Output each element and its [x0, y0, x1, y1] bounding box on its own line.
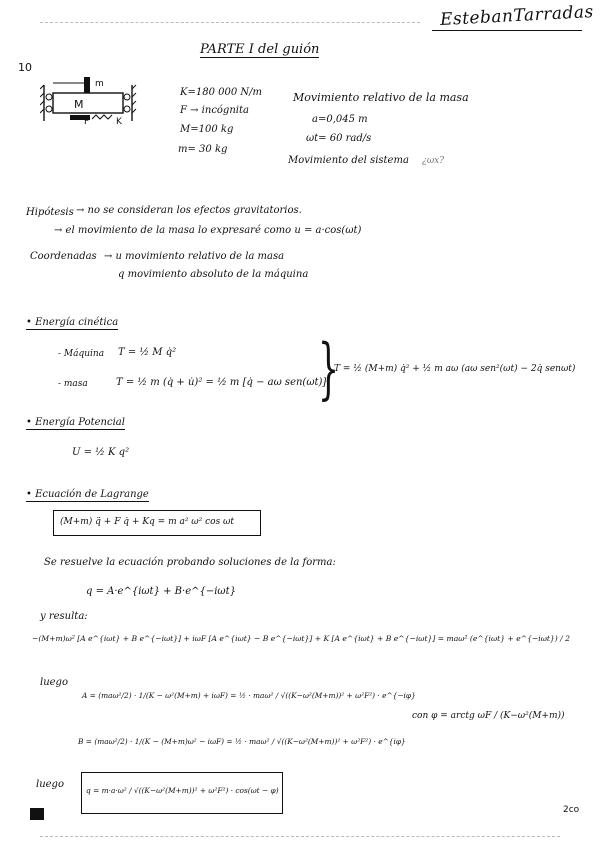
- phase-eq: con φ = arctg ωF / (K−ω²(M+m)): [412, 711, 565, 721]
- amplitude-A-eq: A = (maω²/2) · 1/(K − ω²(M+m) + iωF) = ½ · maω² / √((K−ω²(M+m))² + ω²F²) · e^{−iφ}: [82, 691, 416, 700]
- author-signature: EstebanTarradas: [439, 1, 595, 31]
- left-wall: [40, 85, 44, 121]
- solve-text: Se resuelve la ecuación probando soluciones de la forma:: [44, 557, 336, 568]
- page-title: PARTE I del guión: [200, 42, 320, 57]
- spring-label: K: [116, 117, 122, 127]
- relative-motion-title: Movimiento relativo de la masa: [293, 91, 469, 104]
- system-motion-note: ¿ωx?: [422, 156, 445, 166]
- kinetic-brace: }: [318, 330, 339, 407]
- frequency-value: ωt= 60 rad/s: [306, 133, 372, 144]
- signature-underline: [432, 30, 582, 31]
- stiffness-value: K=180 000 N/m: [180, 87, 262, 98]
- coordinates-label: Coordenadas: [30, 251, 97, 262]
- final-solution-eq: q = m·a·ω² / √((K−ω²(M+m))² + ω²F²) · cos(ωt − φ): [86, 786, 279, 795]
- hypothesis-line-2: → el movimiento de la masa lo expresaré como u = a·cos(ωt): [54, 225, 362, 236]
- machine-kinetic-eq: T = ½ M q̇²: [118, 347, 177, 358]
- force-value: F → incógnita: [180, 105, 249, 116]
- potential-energy-heading: • Energía Potencial: [26, 417, 125, 428]
- coordinates-line-1: → u movimiento relativo de la masa: [104, 251, 285, 262]
- mass-label-kinetic: - masa: [58, 379, 88, 389]
- hypothesis-label: Hipótesis: [26, 207, 74, 218]
- coordinates-line-2: q movimiento absoluto de la máquina: [118, 269, 309, 280]
- problem-number: 10: [18, 61, 32, 74]
- right-wall: [132, 85, 136, 121]
- lagrange-heading: • Ecuación de Lagrange: [26, 489, 149, 500]
- potential-eq: U = ½ K q²: [72, 447, 130, 458]
- luego-label-2: luego: [36, 779, 64, 790]
- mass-label: M: [74, 98, 84, 111]
- hypothesis-line-1: → no se consideran los efectos gravitatorios.: [76, 205, 302, 216]
- results-label: y resulta:: [40, 611, 88, 622]
- force-label: F: [84, 117, 90, 127]
- machine-mass-value: M=100 kg: [180, 124, 234, 135]
- luego-label-1: luego: [40, 677, 68, 688]
- scan-mark: [30, 808, 44, 820]
- machine-label: - Máquina: [58, 349, 105, 359]
- trial-solution: q = A·e^{iωt} + B·e^{−iωt}: [86, 586, 236, 597]
- system-motion-label: Movimiento del sistema: [288, 155, 409, 166]
- small-mass: [84, 77, 90, 93]
- lagrange-eq: (M+m) q̈ + F q̇ + Kq = m a² ω² cos ωt: [60, 517, 235, 527]
- moving-mass-value: m= 30 kg: [178, 144, 228, 155]
- kinetic-energy-heading: • Energía cinética: [26, 317, 119, 328]
- top-margin-line: [40, 22, 420, 23]
- amplitude-value: a=0,045 m: [312, 114, 368, 125]
- total-kinetic-eq: T = ½ (M+m) q̇² + ½ m aω (aω sen²(ωt) − 2q̇ senωt): [334, 364, 576, 374]
- machine-block: [53, 93, 123, 113]
- expanded-eq: −(M+m)ω² [A e^{iωt} + B e^{−iωt}] + iωF [A e^{iωt} − B e^{−iωt}] + K [A e^{iωt} + B e^{−iωt}] = maω² (e^{iωt} + e^{−iωt}) / 2: [32, 634, 570, 643]
- small-mass-label: m: [95, 79, 104, 89]
- bottom-margin-line: [40, 836, 560, 837]
- mass-kinetic-eq: T = ½ m (q̇ + u̇)² = ½ m [q̇ − aω sen(ωt)]²: [116, 377, 331, 388]
- amplitude-B-eq: B = (maω²/2) · 1/(K − (M+m)ω² − iωF) = ½ · maω² / √((K−ω²(M+m))² + ω²F²) · e^{iφ}: [78, 737, 406, 746]
- page-number: 2co: [563, 805, 580, 815]
